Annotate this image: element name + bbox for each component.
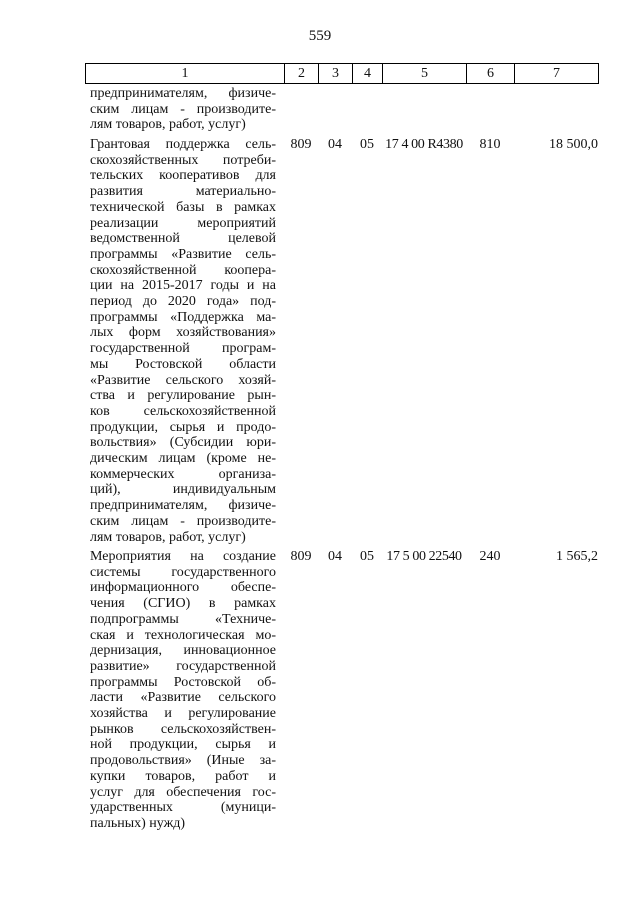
- target-article-code: 17 5 00 22540: [386, 549, 462, 564]
- description-line: пальных) нужд): [90, 815, 186, 831]
- description-line: рынков сельскохозяйствен-: [90, 721, 276, 737]
- header-row: [86, 64, 599, 84]
- description-line: ударственных (муници-: [90, 800, 276, 816]
- description-line: ским лицам - производите-: [90, 101, 276, 117]
- row-description: [90, 549, 276, 832]
- description-line: информационного обеспе-: [90, 580, 276, 596]
- description-line: программы Ростовской об-: [90, 674, 276, 690]
- description-line: период до 2020 года» под-: [90, 294, 276, 310]
- description-line: ной продукции, сырья и: [90, 737, 276, 753]
- target-article-code: 17 4 00 R4380: [385, 137, 463, 152]
- description-line: скохозяйственных потреби-: [90, 152, 276, 168]
- description-line: дическим лицам (кроме не-: [90, 451, 276, 467]
- section-code: 04: [328, 549, 342, 564]
- section-code: 04: [328, 137, 342, 152]
- ministry-code: 809: [290, 549, 312, 564]
- description-line: лям товаров, работ, услуг): [90, 529, 246, 545]
- description-line: вольствия» (Субсидии юри-: [90, 435, 276, 451]
- description-line: дернизация, инновационное: [90, 643, 276, 659]
- description-line: развитие» государственной: [90, 658, 276, 674]
- description-line: ведомственной целевой: [90, 231, 276, 247]
- description-line: скохозяйственной коопера-: [90, 262, 276, 278]
- description-line: развития материально-: [90, 184, 276, 200]
- description-line: продукции, сырья и продо-: [90, 419, 276, 435]
- description-line: купки товаров, работ и: [90, 768, 276, 784]
- description-line: тельских кооперативов для: [90, 168, 276, 184]
- row-description: [90, 86, 276, 133]
- description-line: Мероприятия на создание: [90, 549, 276, 564]
- description-line: программы «Развитие сель-: [90, 246, 276, 262]
- description-line: ков сельскохозяйственной: [90, 403, 276, 419]
- page-number: 559: [308, 28, 332, 44]
- description-line: продовольствия» (Иные за-: [90, 753, 276, 769]
- description-line: технической базы в рамках: [90, 199, 276, 215]
- description-line: лям товаров, работ, услуг): [90, 117, 246, 133]
- description-line: ская и технологическая мо-: [90, 627, 276, 643]
- description-line: ским лицам - производите-: [90, 513, 276, 529]
- description-line: коммерческих организа-: [90, 466, 276, 482]
- description-line: услуг для обеспечения гос-: [90, 784, 276, 800]
- description-line: предпринимателям, физиче-: [90, 86, 276, 101]
- header-col-7: 7: [515, 64, 599, 84]
- description-line: ства и регулирование рын-: [90, 388, 276, 404]
- description-line: Грантовая поддержка сель-: [90, 137, 276, 152]
- header-col-5: 5: [383, 64, 467, 84]
- description-line: хозяйства и регулирование: [90, 706, 276, 722]
- header-col-4: 4: [353, 64, 383, 84]
- description-line: лых форм хозяйствования»: [90, 325, 276, 341]
- header-col-6: 6: [467, 64, 515, 84]
- description-line: ции на 2015-2017 годы и на: [90, 278, 276, 294]
- description-line: предпринимателям, физиче-: [90, 498, 276, 514]
- subsection-code: 05: [360, 137, 374, 152]
- description-line: ций), индивидуальным: [90, 482, 276, 498]
- expense-type-code: 810: [479, 137, 501, 152]
- description-line: системы государственного: [90, 564, 276, 580]
- expense-type-code: 240: [479, 549, 501, 564]
- amount-value: 18 500,0: [549, 137, 598, 152]
- table-header: [85, 63, 599, 84]
- description-line: государственной програм-: [90, 341, 276, 357]
- row-description: [90, 137, 276, 545]
- description-line: чения (СГИО) в рамках: [90, 596, 276, 612]
- header-col-1: 1: [86, 64, 285, 84]
- ministry-code: 809: [290, 137, 312, 152]
- description-line: подпрограммы «Техниче-: [90, 611, 276, 627]
- description-line: ласти «Развитие сельского: [90, 690, 276, 706]
- subsection-code: 05: [360, 549, 374, 564]
- description-line: «Развитие сельского хозяй-: [90, 372, 276, 388]
- amount-value: 1 565,2: [556, 549, 598, 564]
- header-col-3: 3: [319, 64, 353, 84]
- description-line: реализации мероприятий: [90, 215, 276, 231]
- description-line: программы «Поддержка ма-: [90, 309, 276, 325]
- description-line: мы Ростовской области: [90, 356, 276, 372]
- header-col-2: 2: [285, 64, 319, 84]
